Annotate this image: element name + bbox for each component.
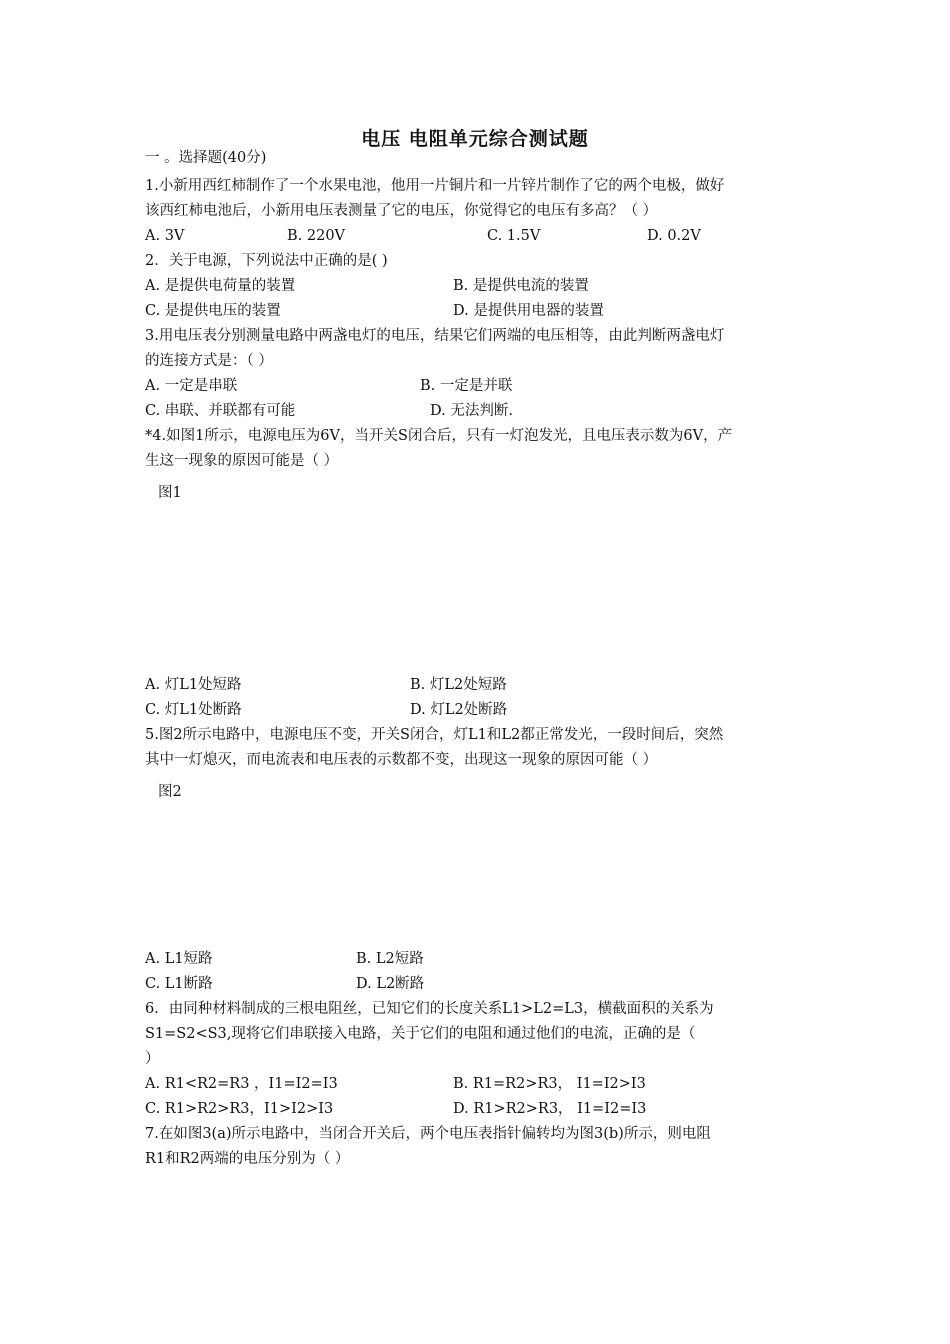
section-heading: 一 。选择题(40分) xyxy=(145,150,267,166)
question-2-line-1: 2．关于电源，下列说法中正确的是( ) xyxy=(145,253,388,269)
question-5-line-2: 其中一灯熄灭，而电流表和电压表的示数都不变，出现这一现象的原因可能（ ） xyxy=(145,752,658,768)
q3-option-b: B. 一定是并联 xyxy=(420,378,513,394)
q4-option-d: D. 灯L2处断路 xyxy=(410,702,508,718)
q5-option-c: C. L1断路 xyxy=(145,976,213,992)
q2-option-c: C. 是提供电压的装置 xyxy=(145,303,281,319)
question-4-line-2: 生这一现象的原因可能是（ ） xyxy=(145,453,339,469)
q1-option-b: B. 220V xyxy=(287,228,346,244)
figure-1-area xyxy=(145,505,805,670)
question-4-line-1: *4.如图1所示，电源电压为6V，当开关S闭合后，只有一灯泡发光，且电压表示数为6V，产 xyxy=(145,428,733,444)
question-6-line-1: 6．由同种材料制成的三根电阻丝，已知它们的长度关系L1>L2=L3，横截面积的关系为 xyxy=(145,1001,714,1017)
q5-option-d: D. L2断路 xyxy=(356,976,425,992)
q6-option-d: D. R1>R2>R3， I1=I2=I3 xyxy=(453,1101,647,1117)
q3-option-c: C. 串联、并联都有可能 xyxy=(145,403,296,419)
q4-option-c: C. 灯L1处断路 xyxy=(145,702,242,718)
q2-option-d: D. 是提供用电器的装置 xyxy=(453,303,604,319)
question-6-line-2: S1=S2<S3,现将它们串联接入电路，关于它们的电阻和通过他们的电流，正确的是（ xyxy=(145,1026,696,1042)
question-3-line-1: 3.用电压表分别测量电路中两盏电灯的电压，结果它们两端的电压相等，由此判断两盏电灯 xyxy=(145,328,725,344)
q4-option-a: A. 灯L1处短路 xyxy=(145,677,242,693)
q6-option-b: B. R1=R2>R3， I1=I2>I3 xyxy=(453,1076,646,1092)
question-6-line-3: ） xyxy=(145,1051,160,1067)
question-5-line-1: 5.图2所示电路中，电源电压不变，开关S闭合，灯L1和L2都正常发光，一段时间后，突然 xyxy=(145,727,724,743)
question-1-line-2: 该西红柿电池后，小新用电压表测量了它的电压，你觉得它的电压有多高？（ ） xyxy=(145,203,658,219)
q1-option-d: D. 0.2V xyxy=(647,228,701,244)
q2-option-b: B. 是提供电流的装置 xyxy=(453,278,589,294)
q5-option-b: B. L2短路 xyxy=(356,951,424,967)
page-title: 电压 电阻单元综合测试题 xyxy=(361,128,589,150)
figure-2-area xyxy=(145,805,805,945)
q3-option-a: A. 一定是串联 xyxy=(145,378,238,394)
figure-1-label: 图1 xyxy=(158,485,182,501)
question-1-line-1: 1.小新用西红柿制作了一个水果电池，他用一片铜片和一片锌片制作了它的两个电极，做好 xyxy=(145,178,725,194)
q6-option-a: A. R1<R2=R3 ，I1=I2=I3 xyxy=(145,1076,338,1092)
q1-option-a: A. 3V xyxy=(145,228,185,244)
q4-option-b: B. 灯L2处短路 xyxy=(410,677,507,693)
q6-option-c: C. R1>R2>R3，I1>I2>I3 xyxy=(145,1101,334,1117)
question-7-line-1: 7.在如图3(a)所示电路中，当闭合开关后，两个电压表指针偏转均为图3(b)所示，则电阻 xyxy=(145,1126,711,1142)
q3-option-d: D. 无法判断. xyxy=(430,403,513,419)
figure-2-label: 图2 xyxy=(158,784,182,800)
q1-option-c: C. 1.5V xyxy=(487,228,541,244)
q5-option-a: A. L1短路 xyxy=(145,951,213,967)
q2-option-a: A. 是提供电荷量的装置 xyxy=(145,278,296,294)
question-3-line-2: 的连接方式是：（ ） xyxy=(145,353,273,369)
question-7-line-2: R1和R2两端的电压分别为（ ） xyxy=(145,1151,350,1167)
